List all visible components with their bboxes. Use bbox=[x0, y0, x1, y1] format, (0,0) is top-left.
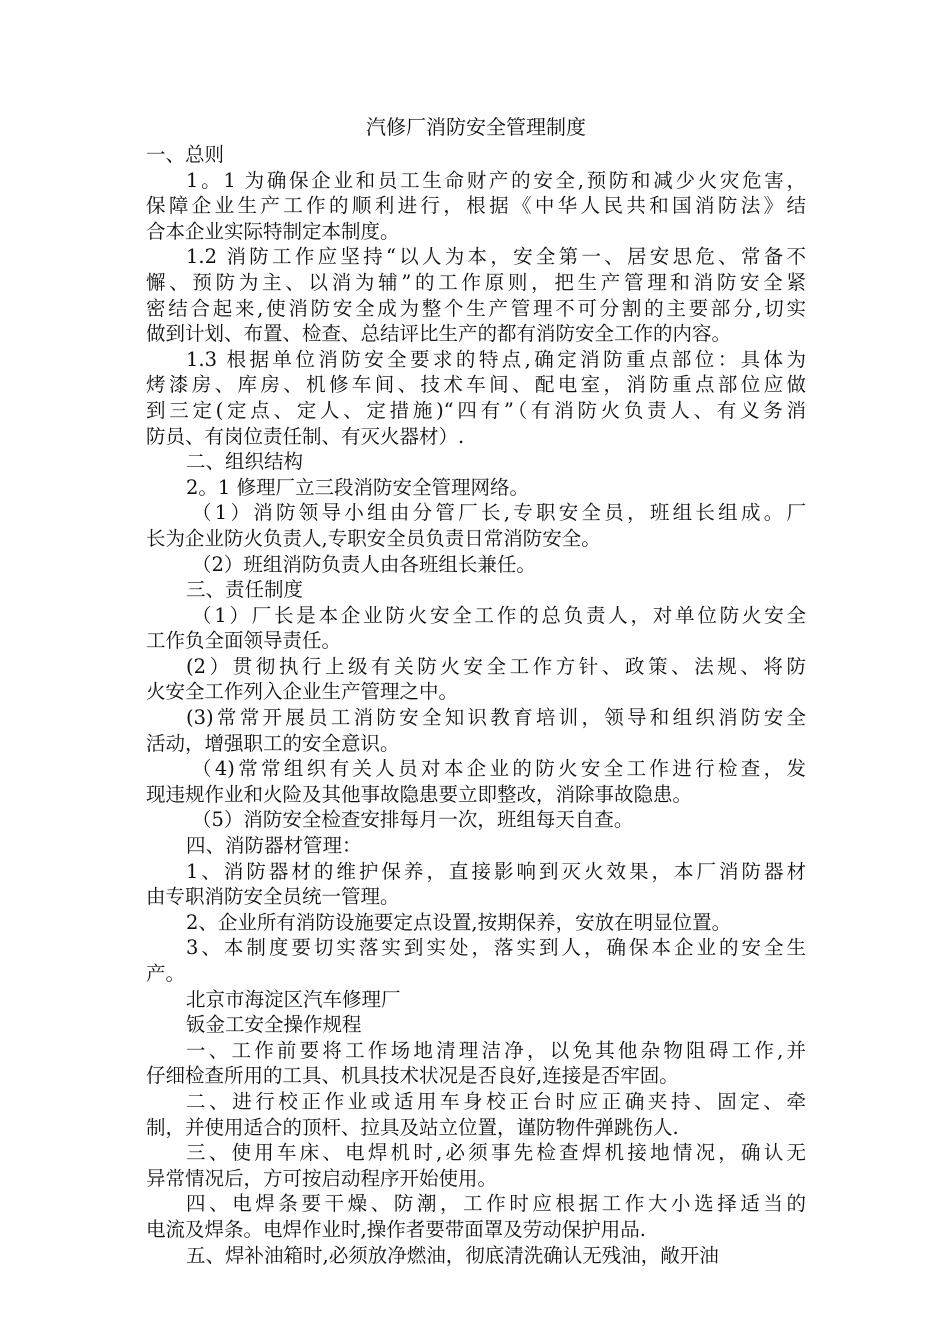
text-line: 懈、预防为主、以消为辅”的工作原则，把生产管理和消防安全紧 bbox=[146, 270, 806, 294]
text-line: （1）厂长是本企业防火安全工作的总负责人，对单位防火安全 bbox=[192, 603, 806, 627]
paragraph bbox=[146, 807, 806, 833]
text-line: 现违规作业和火险及其他事故隐患要立即整改，消除事故隐患。 bbox=[146, 782, 693, 806]
text-line: 钣金工安全操作规程 bbox=[186, 1013, 362, 1037]
text-line: 合本企业实际特制定本制度。 bbox=[146, 219, 400, 243]
paragraph bbox=[146, 603, 806, 654]
text-line: 北京市海淀区汽车修理厂 bbox=[186, 987, 401, 1011]
text-line: 1.2 消防工作应坚持“以人为本，安全第一、居安思危、常备不 bbox=[186, 245, 806, 269]
paragraph bbox=[146, 1243, 806, 1269]
text-line: 密结合起来,使消防安全成为整个生产管理不可分割的主要部分,切实 bbox=[146, 296, 806, 320]
paragraph bbox=[146, 1191, 806, 1242]
text-line: 1。1 为确保企业和员工生命财产的安全,预防和减少火灾危害， bbox=[186, 168, 806, 192]
paragraph bbox=[146, 1140, 806, 1191]
text-line: 做到计划、布置、检查、总结评比生产的都有消防安全工作的内容。 bbox=[146, 322, 732, 346]
text-line: 异常情况后，方可按启动程序开始使用。 bbox=[146, 1166, 498, 1190]
text-line: 五、焊补油箱时,必须放净燃油，彻底清洗确认无残油，敞开油 bbox=[186, 1243, 719, 1267]
text-line: (3)常常开展员工消防安全知识教育培训，领导和组织消防安全 bbox=[186, 706, 806, 730]
text-line: 一、工作前要将工作场地清理洁净，以免其他杂物阻碍工作,并 bbox=[186, 1038, 806, 1062]
paragraph bbox=[146, 756, 806, 807]
paragraph bbox=[146, 142, 806, 168]
text-line: 防员、有岗位责任制、有灭火器材）. bbox=[146, 424, 465, 448]
document-page bbox=[146, 112, 806, 1268]
text-line: 四、消防器材管理： bbox=[186, 834, 362, 858]
text-line: 2、企业所有消防设施要定点设置,按期保养，安放在明显位置。 bbox=[186, 910, 732, 934]
paragraph bbox=[146, 475, 806, 501]
text-line: 四、电焊条要干燥、防潮，工作时应根据工作大小选择适当的 bbox=[186, 1192, 806, 1216]
document-title: 汽修厂消防安全管理制度 bbox=[366, 115, 586, 139]
text-line: 到三定(定点、定人、定措施)“四有”（有消防火负责人、有义务消 bbox=[146, 398, 806, 422]
text-line: 一、总则 bbox=[146, 143, 225, 166]
paragraph bbox=[146, 859, 806, 910]
paragraph bbox=[146, 833, 806, 859]
paragraph bbox=[146, 1038, 806, 1089]
paragraph bbox=[146, 910, 806, 936]
paragraph bbox=[146, 347, 806, 449]
text-line: （1）消防领导小组由分管厂长,专职安全员，班组长组成。厂 bbox=[192, 501, 806, 525]
paragraph bbox=[146, 500, 806, 551]
text-line: 由专职消防安全员统一管理。 bbox=[146, 885, 400, 909]
text-line: 保障企业生产工作的顺利进行，根据《中华人民共和国消防法》结 bbox=[146, 194, 806, 218]
text-line: 二、组织结构 bbox=[186, 450, 304, 474]
text-line: 工作负全面领导责任。 bbox=[146, 629, 342, 653]
paragraph bbox=[146, 168, 806, 245]
paragraph bbox=[146, 577, 806, 603]
paragraph bbox=[146, 244, 806, 346]
text-line: 三、使用车床、电焊机时,必须事先检查焊机接地情况，确认无 bbox=[186, 1141, 806, 1165]
text-line: 电流及焊条。电焊作业时,操作者要带面罩及劳动保护用品. bbox=[146, 1217, 646, 1241]
text-line: 2。1 修理厂立三段消防安全管理网络。 bbox=[186, 475, 530, 499]
text-line: （5）消防安全检查安排每月一次，班组每天自查。 bbox=[192, 808, 634, 832]
paragraph bbox=[146, 705, 806, 756]
paragraph bbox=[146, 552, 806, 578]
text-line: 3、本制度要切实落实到实处，落实到人，确保本企业的安全生 bbox=[186, 936, 806, 960]
paragraph bbox=[146, 654, 806, 705]
paragraph bbox=[146, 987, 806, 1013]
text-line: 1.3 根据单位消防安全要求的特点,确定消防重点部位：具体为 bbox=[186, 347, 806, 371]
paragraph bbox=[146, 935, 806, 986]
paragraph bbox=[146, 1089, 806, 1140]
text-line: 制，并使用适合的顶杆、拉具及站立位置，谨防物件弹跳伤人. bbox=[146, 1115, 679, 1139]
text-line: 1、消防器材的维护保养，直接影响到灭火效果，本厂消防器材 bbox=[186, 859, 806, 883]
text-line: 火安全工作列入企业生产管理之中。 bbox=[146, 680, 459, 704]
text-line: （2）班组消防负责人由各班组长兼任。 bbox=[192, 552, 536, 576]
text-line: 活动，增强职工的安全意识。 bbox=[146, 731, 400, 755]
text-line: 三、责任制度 bbox=[186, 578, 304, 602]
text-line: 烤漆房、库房、机修车间、技术车间、配电室，消防重点部位应做 bbox=[146, 373, 806, 397]
text-line: 仔细检查所用的工具、机具技术状况是否良好,连接是否牢固。 bbox=[146, 1064, 679, 1088]
text-line: （4)常常组织有关人员对本企业的防火安全工作进行检查，发 bbox=[192, 757, 806, 781]
text-line: (2）贯彻执行上级有关防火安全工作方针、政策、法规、将防 bbox=[186, 654, 806, 678]
text-line: 长为企业防火负责人,专职安全员负责日常消防安全。 bbox=[146, 526, 601, 550]
text-line: 产。 bbox=[146, 962, 186, 985]
document-body bbox=[146, 142, 806, 1268]
text-line: 二、进行校正作业或适用车身校正台时应正确夹持、固定、牵 bbox=[186, 1089, 806, 1113]
paragraph bbox=[146, 1012, 806, 1038]
paragraph bbox=[146, 449, 806, 475]
